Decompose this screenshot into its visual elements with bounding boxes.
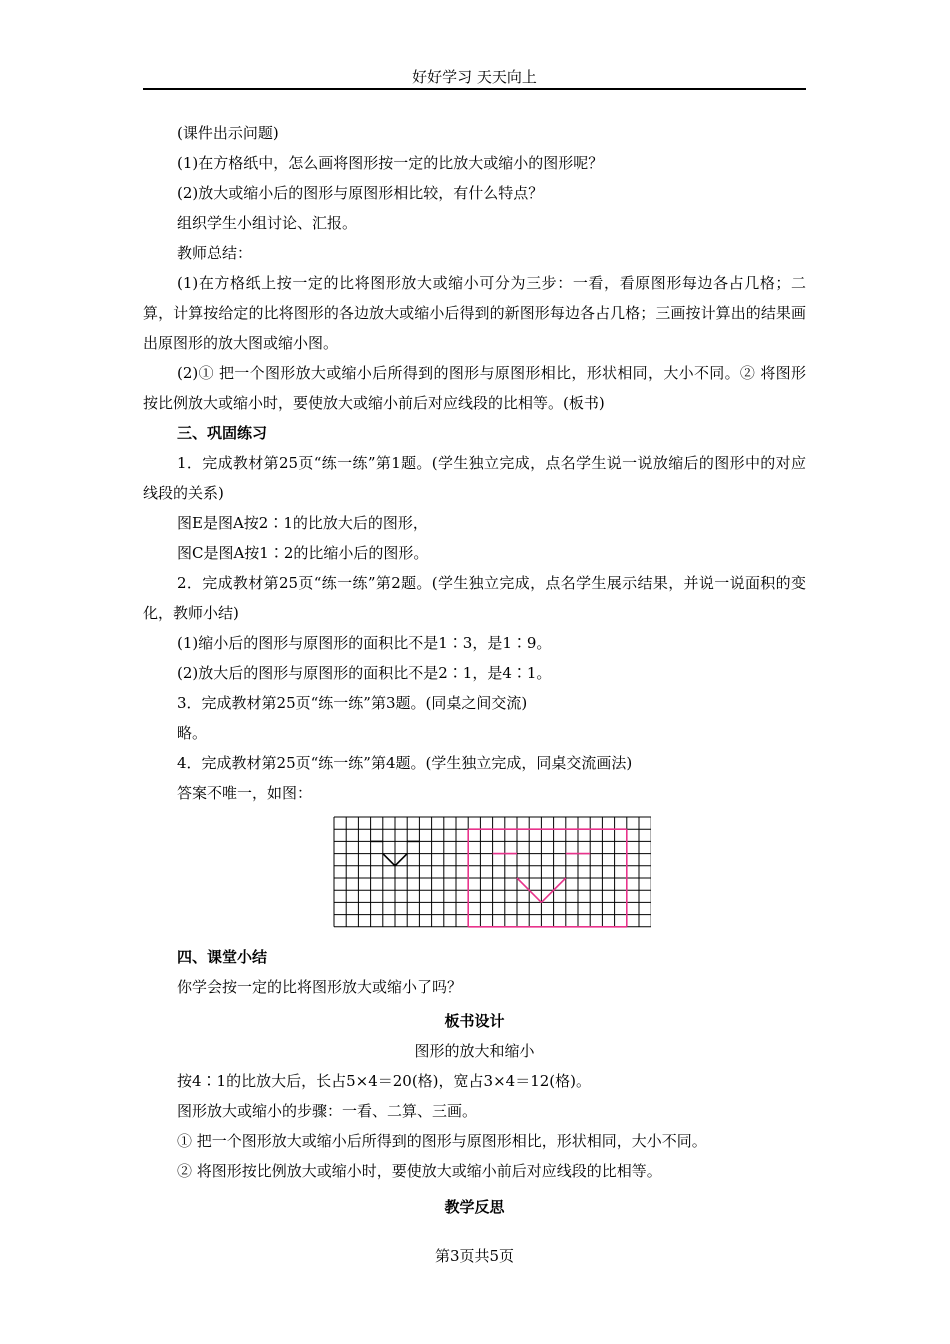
board-line: 按4∶1的比放大后，长占5×4＝20(格)，宽占3×4＝12(格)。: [177, 1072, 591, 1090]
original-mouth-left: [383, 854, 395, 866]
exercise-3-answer: 略。: [177, 724, 208, 742]
board-subtitle: 图形的放大和缩小: [414, 1042, 535, 1060]
exercise-2-answer-a: (1)缩小后的图形与原图形的面积比不是1∶3，是1∶9。: [177, 634, 552, 652]
board-line: 图形放大或缩小的步骤：一看、二算、三画。: [177, 1102, 478, 1120]
document-body: [143, 118, 806, 1222]
body-line: 教师总结：: [177, 244, 253, 262]
body-line: 组织学生小组讨论、汇报。: [177, 214, 358, 232]
original-mouth-right: [395, 854, 407, 866]
body-line: (1)在方格纸中，怎么画将图形按一定的比放大或缩小的图形呢？: [177, 154, 604, 172]
grid-figure-svg: [333, 816, 651, 932]
exercise-2: 2．完成教材第25页“练一练”第2题。(学生独立完成，点名学生展示结果，并说一说面积的变化，教师小结): [143, 574, 806, 622]
header-rule: [143, 88, 806, 90]
section-title-practice: 三、巩固练习: [177, 424, 268, 442]
exercise-4-answer: 答案不唯一，如图：: [177, 784, 313, 802]
body-line: (2)放大或缩小后的图形与原图形相比较，有什么特点？: [177, 184, 544, 202]
exercise-2-answer-b: (2)放大后的图形与原图形的面积比不是2∶1，是4∶1。: [177, 664, 552, 682]
summary-paragraph-2: (2)① 把一个图形放大或缩小后所得到的图形与原图形相比，形状相同，大小不同。② 将图形按比例放大或缩小时，要使放大或缩小前后对应线段的比相等。(板书): [143, 364, 806, 412]
reflection-title: 教学反思: [444, 1198, 505, 1216]
summary-question: 你学会按一定的比将图形放大或缩小了吗？: [177, 978, 463, 996]
exercise-1-answer-b: 图C是图A按1∶2的比缩小后的图形。: [177, 544, 429, 562]
board-line: ① 把一个图形放大或缩小后所得到的图形与原图形相比，形状相同，大小不同。: [177, 1132, 707, 1150]
exercise-1: 1．完成教材第25页“练一练”第1题。(学生独立完成，点名学生说一说放缩后的图形中的对应线段的关系): [143, 454, 806, 502]
exercise-3: 3．完成教材第25页“练一练”第3题。(同桌之间交流): [177, 694, 528, 712]
exercise-4: 4．完成教材第25页“练一练”第4题。(学生独立完成，同桌交流画法): [177, 754, 633, 772]
summary-paragraph-1: (1)在方格纸上按一定的比将图形放大或缩小可分为三步：一看，看原图形每边各占几格；二算，计算按给定的比将图形的各边放大或缩小后得到的新图形每边各占几格；三画按计算出的结果画出原图形的放大图或缩小图。: [143, 274, 806, 352]
section-title-summary: 四、课堂小结: [177, 948, 268, 966]
page-number: 第3页共5页: [434, 1247, 515, 1265]
board-design-title: 板书设计: [444, 1012, 505, 1030]
board-line: ② 将图形按比例放大或缩小时，要使放大或缩小前后对应线段的比相等。: [177, 1162, 662, 1180]
page-header: 好好学习 天天向上: [412, 68, 537, 86]
body-line: (课件出示问题): [177, 124, 279, 142]
exercise-1-answer-a: 图E是图A按2∶1的比放大后的图形，: [177, 514, 428, 532]
grid-figure: [143, 816, 806, 942]
